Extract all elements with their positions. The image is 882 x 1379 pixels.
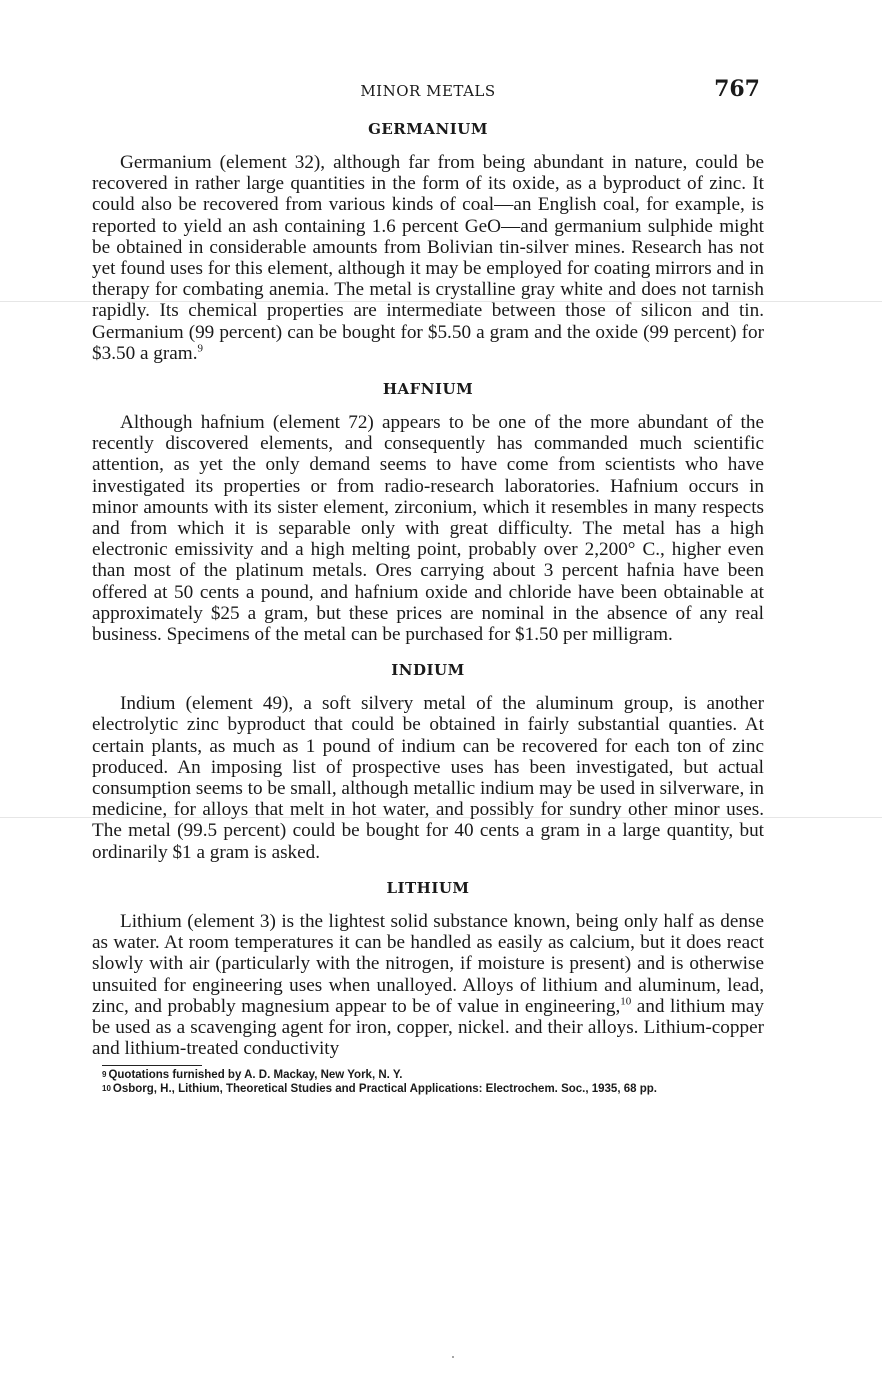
paragraph-text: Germanium (element 32), although far from being abundant in nature, could be recovered in rather large quantities in the form of its oxide, as a byproduct of zinc. It could also be recovered from various kinds of coal—an English coal, for example, is reported to yield an ash containing 1.6 percent GeO—and germanium sulphide might be obtained in considerable amounts from Bolivian tin-silver mines. Research has not yet found uses for this element, although it may be employed for coating mirrors and in therapy for combating anemia. The metal is crystalline gray white and does not tarnish rapidly. Its chemical properties are intermediate between those of silicon and tin. Germanium (99 percent) can be bought for $5.50 a gram and the oxide (99 percent) for $3.50 a gram. (92, 152, 764, 364)
footnotes (92, 1068, 764, 1096)
footnote-reference: 9 (197, 342, 204, 355)
running-title: MINOR METALS (360, 82, 496, 100)
page-number: 767 (714, 76, 760, 102)
section-indium (92, 661, 764, 863)
footnote-text: Osborg, H., Lithium, Theoretical Studies and Practical Applications: Electrochem. Soc., 1935, 68 pp. (112, 1083, 657, 1096)
section-paragraph (92, 152, 764, 364)
section-heading: GERMANIUM (368, 120, 488, 138)
footnote-divider (102, 1065, 202, 1066)
section-heading: HAFNIUM (382, 380, 474, 399)
scan-artifact-dot (452, 1356, 454, 1358)
section-heading: INDIUM (391, 661, 465, 680)
section-heading: LITHIUM (386, 878, 470, 897)
section-lithium (92, 879, 764, 1059)
paragraph-text: Indium (element 49), a soft silvery metal of the aluminum group, is another electrolytic zinc byproduct that could be obtained in fairly substantial quanties. At certain plants, as much as 1 pound of indium can be recovered for each ton of zinc produced. An imposing list of prospective uses has been investigated, but actual consumption seems to be small, although metallic indium may be used in silverware, in medicine, for alloys that melt in hot water, and possibly for sundry other minor uses. The metal (99.5 percent) could be bought for 40 cents a gram in a large quantity, but ordinarily $1 a gram is asked. (92, 693, 764, 863)
section-paragraph (92, 693, 764, 863)
footnote (102, 1068, 764, 1082)
section-paragraph (92, 911, 764, 1059)
paragraph-text: and lithium may be used as a scavenging agent for iron, copper, nickel. and their alloys. Lithium-copper and lithium-treated conductivity (92, 995, 764, 1060)
footnote-reference: 10 (620, 995, 632, 1008)
footnote (102, 1082, 764, 1096)
running-head (92, 76, 764, 104)
paragraph-text: Although hafnium (element 72) appears to be one of the more abundant of the recently discovered elements, and consequently has commanded much scientific attention, as yet the only demand seems to have come from scientists who have investigated its properties or from radio-research laboratories. Hafnium occurs in minor amounts with its sister element, zirconium, which it resembles in many respects and from which it is separable only with great difficulty. The metal has a high electronic emissivity and a high melting point, probably over 2,200° C., higher even than most of the platinum metals. Ores carrying about 3 percent hafnia have been offered at 50 cents a pound, and hafnium oxide and chloride have been obtainable at approximately $25 a gram, but these prices are nominal in the absence of any real business. Specimens of the metal can be purchased for $1.50 per milligram. (92, 412, 764, 646)
footnote-mark: 10 (102, 1084, 111, 1094)
section-germanium (92, 120, 764, 364)
footnote-mark: 9 (102, 1070, 107, 1080)
section-paragraph (92, 412, 764, 645)
footnote-text: Quotations furnished by A. D. Mackay, New York, N. Y. (108, 1069, 403, 1082)
book-page (92, 76, 764, 1096)
paragraph-text: Lithium (element 3) is the lightest solid substance known, being only half as dense as water. At room temperatures it can be handled as easily as calcium, but it does react slowly with air (particularly with the nitrogen, if moisture is present) and is otherwise unsuited for engineering uses when unalloyed. Alloys of lithium and aluminum, lead, zinc, and probably magnesium appear to be of value in engineering, (92, 910, 764, 1017)
section-hafnium (92, 380, 764, 645)
